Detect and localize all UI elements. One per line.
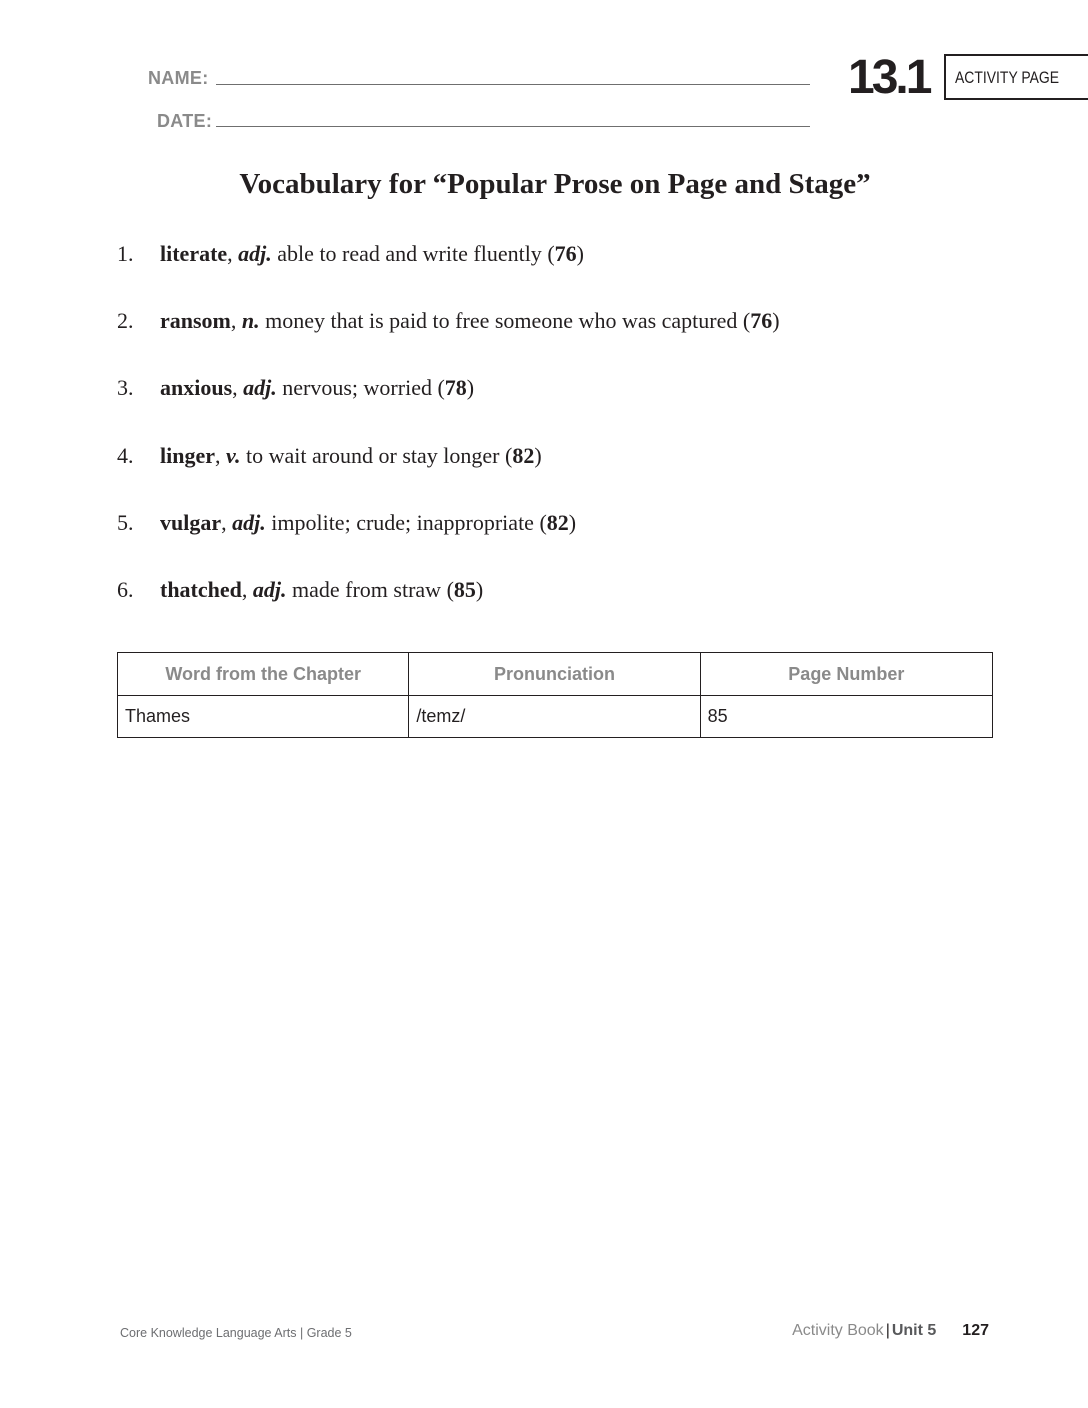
word-table [117, 652, 993, 738]
cell-page-number[interactable]: 85 [700, 696, 992, 738]
date-label: DATE: [157, 111, 213, 131]
cell-pronunciation[interactable]: /temz/ [409, 696, 700, 738]
vocab-part-of-speech: n. [241, 308, 260, 334]
vocab-part-of-speech: adj. [252, 577, 287, 602]
vocab-item [0, 234, 1088, 274]
column-header-pronunciation: Pronunciation [409, 653, 700, 696]
column-header-word: Word from the Chapter [118, 653, 409, 696]
vocab-number: 4. [117, 442, 134, 468]
vocab-word: thatched [160, 577, 242, 602]
vocab-word: anxious [160, 375, 233, 401]
footer-unit: Unit 5 [891, 1322, 937, 1339]
activity-page-number: 13.1 [848, 51, 930, 104]
vocab-item [0, 301, 1088, 341]
date-line[interactable] [216, 126, 810, 127]
vocab-definition: able to read and write fluently [277, 241, 542, 266]
vocab-page-number: 85 [453, 577, 476, 602]
vocab-definition: impolite; crude; inappropriate [271, 509, 534, 535]
vocab-definition: made from straw [292, 577, 442, 602]
footer-book-info [792, 1322, 989, 1340]
table-row [118, 696, 993, 738]
vocab-entry: literate, adj. able to read and write fluently (76) [160, 241, 584, 266]
vocab-item [0, 503, 1088, 543]
vocab-item [0, 368, 1088, 408]
vocab-number: 2. [117, 308, 134, 334]
column-header-page-number: Page Number [700, 653, 992, 696]
page-title: Vocabulary for “Popular Prose on Page and Stage” [239, 168, 871, 200]
vocab-word: linger [160, 442, 215, 468]
vocab-entry: vulgar, adj. impolite; crude; inappropriate (82) [160, 509, 577, 535]
footer-book: Activity Book [792, 1322, 884, 1339]
vocab-entry: thatched, adj. made from straw (85) [160, 577, 484, 602]
cell-word[interactable]: Thames [118, 696, 409, 738]
footer-separator: | [885, 1322, 890, 1339]
table-header-row [118, 653, 993, 696]
vocab-word: literate [160, 241, 228, 266]
vocab-page-number: 78 [444, 375, 467, 401]
vocab-page-number: 82 [546, 509, 569, 535]
name-line[interactable] [216, 84, 810, 85]
vocab-definition: money that is paid to free someone who was captured [265, 308, 738, 334]
vocab-part-of-speech: adj. [243, 375, 277, 401]
vocab-part-of-speech: adj. [232, 509, 266, 535]
footer-page-number: 127 [962, 1322, 989, 1339]
vocab-word: vulgar [160, 509, 222, 535]
vocab-definition: nervous; worried [282, 375, 432, 401]
vocab-number: 3. [117, 375, 134, 401]
vocab-word: ransom [160, 308, 231, 334]
name-label: NAME: [148, 68, 209, 88]
vocab-part-of-speech: adj. [238, 241, 272, 266]
vocab-number: 6. [117, 577, 134, 602]
vocab-part-of-speech: v. [226, 442, 241, 468]
vocab-entry: anxious, adj. nervous; worried (78) [160, 375, 475, 401]
vocab-number: 5. [117, 509, 134, 535]
vocab-page-number: 82 [512, 442, 535, 468]
footer-series: Core Knowledge Language Arts | Grade 5 [120, 1326, 352, 1340]
vocab-entry: linger, v. to wait around or stay longer (82) [160, 442, 542, 468]
vocab-item [0, 570, 1088, 610]
activity-page-badge [944, 54, 1088, 100]
vocab-entry: ransom, n. money that is paid to free someone who was captured (76) [160, 308, 780, 334]
vocab-definition: to wait around or stay longer [245, 442, 500, 468]
activity-page-label: ACTIVITY PAGE [955, 68, 1060, 87]
vocab-item [0, 436, 1088, 476]
vocab-page-number: 76 [554, 241, 577, 266]
vocab-page-number: 76 [750, 308, 773, 334]
vocab-number: 1. [117, 241, 134, 266]
